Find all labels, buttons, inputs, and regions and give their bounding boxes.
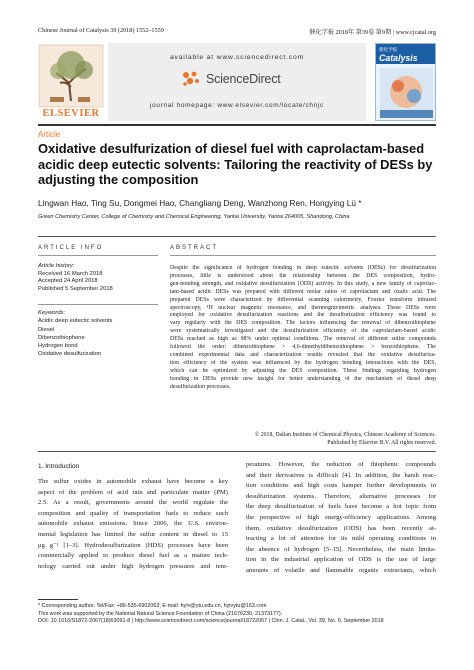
journal-masthead (38, 43, 436, 121)
copyright-line: © 2018, Dalian Institute of Chemical Physics, Chinese Academy of Sciences. (254, 432, 436, 438)
body-line: commercially applied to produce diesel fuel as a mature tech- (38, 552, 228, 560)
abstract-line: combined experimental data and characterization results revealed that the oxidative desulfuriza- (170, 351, 436, 358)
body-line: aspect of the problem of acid rain and particulate matter (PM) (38, 488, 228, 496)
footnote-rule (38, 599, 78, 600)
article-history-label: Article history: (38, 263, 75, 269)
body-column-left (38, 477, 228, 572)
body-line: automobile exhaust emissions. Since 2006, the U.S. environ- (38, 520, 228, 528)
corresponding-author-note: * Corresponding author. Tel/Fax: +86-535-6902063; E-mail: hylv@ytu.edu.cn, hylvytu@163.com (38, 603, 267, 609)
article-info-rule (38, 255, 158, 256)
abstract-line: Despite the significance of hydrogen bonding in deep eutectic solvents (DESs) for desulfurization (170, 265, 436, 271)
keywords-list (38, 309, 163, 359)
keywords-rule (38, 304, 158, 305)
elsevier-tree-icon (38, 43, 104, 109)
abstract-line: which can be optimized by adjusting the DES composition. These findings regarding hydrogen (170, 367, 436, 374)
sciencedirect-swirl-icon (180, 69, 202, 89)
abstract-heading: ABSTRACT (170, 245, 219, 251)
abstract-end-rule (38, 451, 436, 452)
abstract-line: processes, little is understood about the relationship between the DES composition, hydro- (170, 272, 436, 279)
doi-line: DOI: 10.1016/S1872-2067(18)63091-8 | http://www.sciencedirect.com/science/journal/18722067 | Chin. J. Catal., Vol. 39, No. 9, September 2018 (38, 618, 384, 625)
copyright-line: Published by Elsevier B.V. All rights reserved. (327, 439, 436, 446)
keyword-item: Acidic deep eutectic solvents (38, 318, 113, 325)
history-received: Received 16 March 2018 (38, 270, 103, 277)
funding-note: This work was supported by the National Natural Science Foundation of China (21676230, 21373177). (38, 610, 283, 617)
keyword-item: Oxidative desulfurization (38, 351, 102, 358)
body-line: tion in the industrial application of ODS is the use of large (246, 556, 436, 564)
cover-title: Catalysis (379, 53, 418, 63)
body-line: the absence of hydrogen [5–15]. Nevertheless, the main limita- (246, 545, 436, 553)
author-list: Lingwan Hao, Ting Su, Dongmei Hao, Changliang Deng, Wanzhong Ren, Hongying Lü * (38, 198, 362, 208)
body-line: peratures. However, the reduction of thiophenic compounds (246, 461, 436, 468)
body-line: and their derivatives is difficult [4]. In addition, the harsh reac- (246, 471, 436, 479)
keyword-item: Dibenzothiophene (38, 334, 85, 341)
elsevier-wordmark: ELSEVIER (42, 108, 100, 119)
abstract-rule (170, 255, 436, 256)
body-line: nology carried out under high hydrogen pressures and tem- (38, 562, 228, 570)
body-line: composition and quality of transportation fuels to reduce such (38, 509, 228, 517)
cover-title-chinese: 催化学报 (379, 48, 398, 53)
abstract-line: tion efficiency of the system was influenced by the hydrogen bonding interactions with the DES, (170, 359, 436, 366)
article-info-heading: ARTICLE INFO (38, 245, 104, 251)
cover-artwork-icon (380, 68, 433, 118)
author-affiliation: Green Chemistry Center, College of Chemistry and Chemical Engineering, Yantai University, Yantai 264005, Shandong, China (38, 214, 350, 220)
body-line: amounts of volatile and flammable organic extractants, which (246, 566, 436, 574)
sciencedirect-wordmark: ScienceDirect (206, 72, 281, 86)
journal-cover-thumbnail (375, 43, 436, 121)
keyword-item: Hydrogen bond (38, 343, 78, 350)
body-line: The sulfur oxides in automobile exhaust have become a key (38, 478, 228, 485)
history-published: Published 5 September 2018 (38, 286, 113, 293)
running-header-right: 催化学报 2018年 第39卷 第9期 | www.cjcatal.org (309, 29, 436, 36)
history-accepted: Accepted 24 April 2018 (38, 278, 98, 285)
abstract-line: DESs reached as high as 98% under optimal conditions. The removal of different sulfur compounds (170, 336, 436, 343)
running-header-left: Chinese Journal of Catalysis 39 (2018) 1552–1559 (38, 27, 164, 34)
body-line: the perspective of high energy-efficiency applications. Among (246, 513, 436, 521)
abstract-line: vary regularly with the DES composition. The factors influencing the removal of dibenzothiophene (170, 320, 436, 327)
keywords-label: Keywords: (38, 310, 66, 316)
body-line: the deep desulfurization of fuels have become a hot topic from (246, 503, 436, 511)
abstract-line: desulfurization processes. (170, 383, 231, 390)
copyright-notice (170, 432, 436, 448)
body-line: mental legislation has limited the sulfur content in diesel to 15 (38, 530, 228, 538)
keyword-item: Diesel (38, 326, 55, 333)
abstract-body (170, 265, 436, 392)
abstract-line: gen-bonding strength, and oxidative desulfurization (ODS) activity. In this study, a new family of caprolac- (170, 280, 436, 287)
masthead-banner (108, 43, 366, 121)
article-history (38, 263, 163, 294)
affiliation-rule (38, 236, 436, 237)
body-line: them, oxidative desulfurization (ODS) has been recently at- (246, 524, 436, 532)
sciencedirect-logo (180, 69, 281, 89)
abstract-line: prepared DESs were characterized by differential scanning calorimetry, Fourier transform infrared (170, 296, 436, 303)
article-type-label: Article (38, 130, 61, 139)
body-column-right (246, 460, 436, 577)
abstract-line: spectroscopy, ¹H nuclear magnetic resonance, and thermogravimetric analyses. These DESs were (170, 304, 436, 311)
body-line: desulfurization systems. Therefore, alternative processes for (246, 492, 436, 500)
elsevier-logo (38, 43, 104, 121)
abstract-line: were systematically investigated and the desulfurization efficiency of the caprolactam-based acidic (170, 328, 436, 335)
masthead-rule (38, 124, 436, 126)
abstract-line: bonding in DESs provide new insight for better understanding of the mechanism of diesel deep (170, 375, 436, 382)
body-line: tracting a lot of attention for its mild operating conditions in (246, 535, 436, 543)
journal-homepage-text: journal homepage: www.elsevier.com/locate/chnjc (150, 102, 324, 109)
abstract-line: tam-based acidic DESs was prepared with different molar ratios of caprolactam and oxalic acid. The (170, 288, 436, 295)
article-title: Oxidative desulfurization of diesel fuel with caprolactam-based acidic deep eutectic solvents: Tailoring the reactivity of DESs by adjusting the composition (38, 141, 433, 188)
available-at-text: available at www.sciencedirect.com (169, 54, 305, 61)
introduction-heading: 1. Introduction (38, 463, 80, 470)
abstract-line: employed for oxidative desulfurization reactions and the desulfurization efficiency was found to (170, 312, 436, 319)
body-line: μg g⁻¹ [1–3]. Hydrodesulfurization (HDS) processes have been (38, 541, 228, 549)
body-line: 2.5. As a result, governments around the world regulate the (38, 499, 228, 507)
body-line: tion conditions and high costs hamper further developments in (246, 482, 436, 490)
footnotes (38, 603, 436, 626)
abstract-line: followed the order: dibenzothiophene > 4,6-dimethyldibenzothiophene > benzothiophene. The (170, 344, 436, 351)
